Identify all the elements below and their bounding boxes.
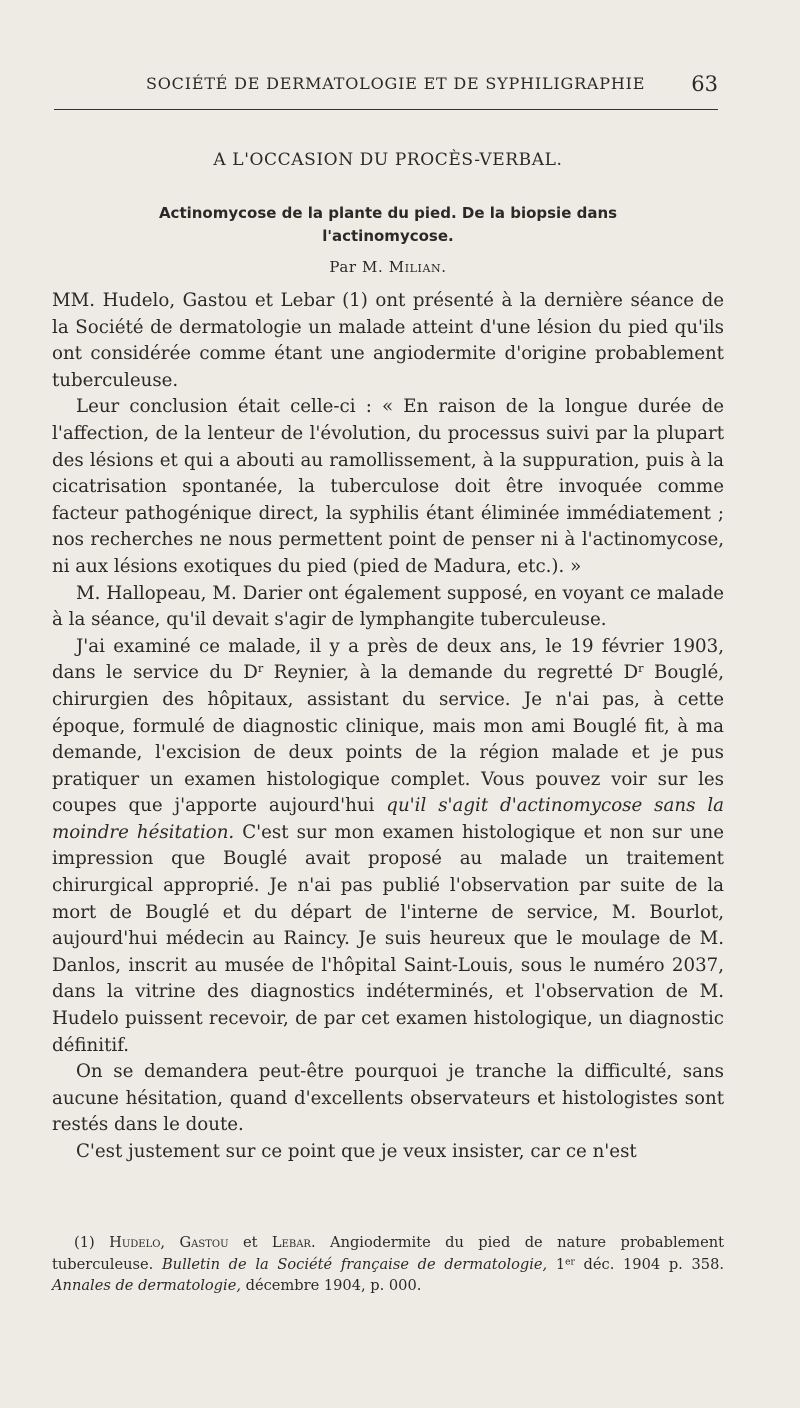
header-rule: [54, 109, 718, 110]
footnote-date-1-superscript: er: [565, 1256, 575, 1267]
page-number: 63: [691, 72, 718, 96]
byline-author: Milian.: [388, 258, 447, 276]
paragraph-4-part-a: J'ai examiné ce malade, il y a près de deux ans, le 19 février 1903, dans le service du D: [52, 635, 724, 684]
footnote-marker: (1): [74, 1234, 95, 1251]
document-page: [52, 60, 724, 1400]
paragraph-1: MM. Hudelo, Gastou et Lebar (1) ont présenté à la dernière séance de la Société de dermatologie un malade atteint d'une lésion du pied qu'ils ont considérée comme étant une angiodermite d'origine probablement tuberculeuse.: [52, 290, 724, 391]
paragraph-4-part-c: Bouglé, chirurgien des hôpitaux, assistant du service. Je n'ai pas, à cette époque, formulé de diagnostic clinique, mais mon ami Bouglé fit, à ma demande, l'excision de deux points de la région malade et je pus pratiquer un examen histologique complet. Vous pouvez voir sur les coupes que j'apporte aujourd'hui: [52, 662, 724, 817]
running-head: [52, 72, 724, 96]
footnote-text: Angiodermite du pied de nature probablement tuberculeuse.: [52, 1234, 725, 1273]
footnote-date-1-rest: déc. 1904 p. 358.: [583, 1255, 724, 1273]
paragraph-6: C'est justement sur ce point que je veux insister, car ce n'est: [76, 1141, 637, 1162]
article-title: Actinomycose de la plante du pied. De la biopsie dans l'actinomycose.: [158, 204, 618, 245]
paragraph-5: On se demandera peut-être pourquoi je tranche la difficulté, sans aucune hésitation, quand d'excellents observateurs et histologistes sont restés dans le doute.: [52, 1061, 724, 1136]
paragraph-3: M. Hallopeau, M. Darier ont également supposé, en voyant ce malade à la séance, qu'il devait s'agir de lymphangite tuberculeuse.: [52, 582, 724, 631]
paragraph-2: Leur conclusion était celle-ci : « En raison de la longue durée de l'affection, de la lenteur de l'évolution, du processus suivi par la plupart des lésions et qui a abouti au ramollissement, à la suppuration, puis à la cicatrisation spontanée, la tuberculose doit être invoquée comme facteur pathogénique direct, la syphilis étant éliminée immédiatement ; nos recherches ne nous permettent point de penser ni à l'actinomycose, ni aux lésions exotiques du pied (pied de Madura, etc.). »: [52, 396, 724, 577]
footnote-journal-2: Annales de dermatologie,: [52, 1277, 241, 1295]
footnote-date-1-number: 1: [555, 1255, 566, 1273]
footnote-journal-1: Bulletin de la Société française de dermatologie,: [161, 1255, 548, 1273]
footnote-and: et: [242, 1234, 258, 1251]
section-title: A L'OCCASION DU PROCÈS-VERBAL.: [213, 150, 563, 170]
footnote: [52, 1232, 724, 1297]
byline-prefix: Par M.: [329, 258, 384, 276]
article-body: [52, 288, 724, 1166]
running-title: SOCIÉTÉ DE DERMATOLOGIE ET DE SYPHILIGRAPHIE: [146, 74, 646, 93]
superscript-r: r: [638, 662, 644, 676]
paragraph-4: [52, 634, 724, 1060]
emphasis-diagnosis: qu'il s'agit d'actinomycose sans la moindre hésitation.: [52, 795, 724, 843]
byline: [52, 258, 724, 276]
superscript-r: r: [257, 662, 264, 676]
paragraph-4-part-b: Reynier, à la demande du regretté D: [263, 662, 639, 684]
footnote-authors: Hudelo, Gastou: [109, 1234, 229, 1251]
footnote-date-2: décembre 1904, p. 000.: [245, 1277, 422, 1295]
footnote-last-author: Lebar.: [271, 1234, 316, 1251]
paragraph-4-part-d: C'est sur mon examen histologique et non sur une impression que Bouglé avait proposé au malade un traitement chirurgical approprié. Je n'ai pas publié l'observation par suite de la mort de Bouglé et du départ de l'interne de service, M. Bourlot, aujourd'hui médecin au Raincy. Je suis heureux que le moulage de M. Danlos, inscrit au musée de l'hôpital Saint-Louis, sous le numéro 2037, dans la vitrine des diagnostics indéterminés, et l'observation de M. Hudelo puissent recevoir, de par cet examen histologique, un diagnostic définitif.: [52, 821, 724, 1056]
